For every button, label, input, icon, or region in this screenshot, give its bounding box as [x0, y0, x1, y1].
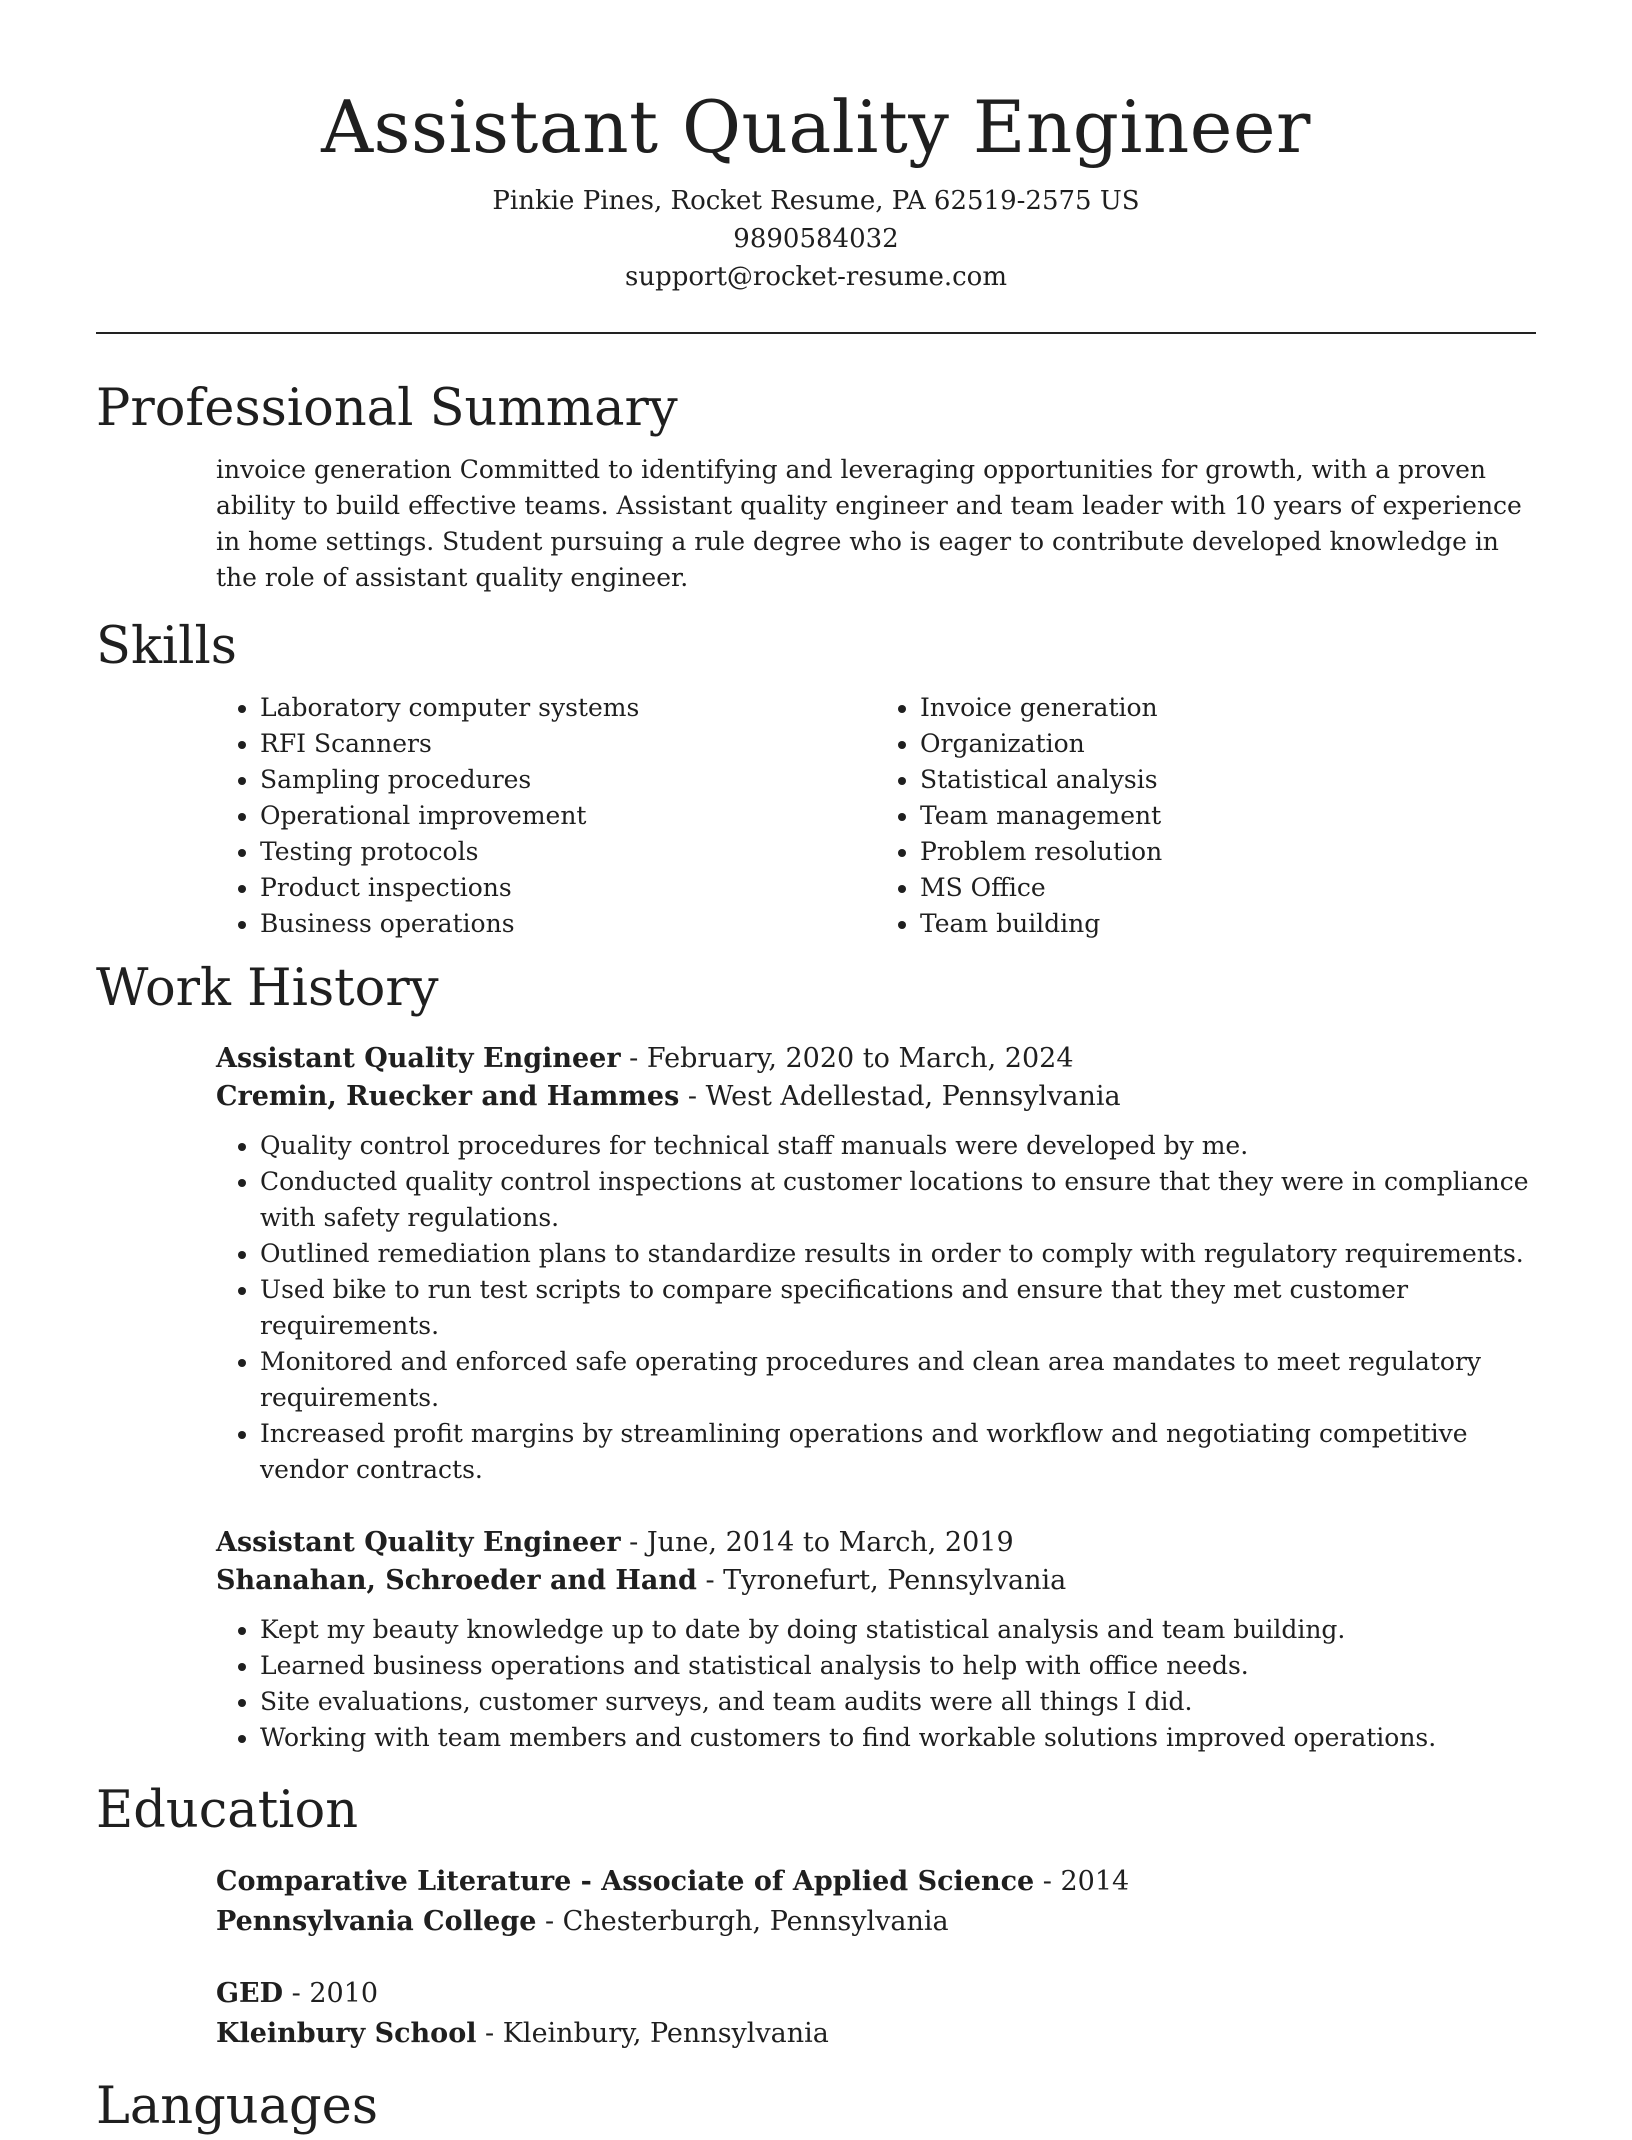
- skill-item: • Team building: [920, 906, 1536, 942]
- resume-page: [96, 0, 1536, 2140]
- education-degree: GED: [216, 1978, 284, 2009]
- duty-item: • Site evaluations, customer surveys, and team audits were all things I did.: [260, 1684, 1536, 1720]
- skill-item: • Problem resolution: [920, 834, 1536, 870]
- skills-column-right: [876, 690, 1536, 942]
- duty-item: • Conducted quality control inspections at customer locations to ensure that they were in compliance with safety regulations.: [260, 1164, 1536, 1236]
- duty-item: • Quality control procedures for technical staff manuals were developed by me.: [260, 1128, 1536, 1164]
- skill-item: • Laboratory computer systems: [260, 690, 876, 726]
- education-degree-line: [216, 1974, 1536, 2014]
- education-entry: [216, 1974, 1536, 2054]
- education-school-line: [216, 2014, 1536, 2054]
- skill-item: • Statistical analysis: [920, 762, 1536, 798]
- job-dates: - June, 2014 to March, 2019: [620, 1527, 1014, 1558]
- education-degree: Comparative Literature - Associate of Applied Science: [216, 1866, 1035, 1897]
- job-position: Assistant Quality Engineer: [216, 1527, 621, 1558]
- resume-header: [96, 0, 1536, 296]
- education-school: Pennsylvania College: [216, 1906, 537, 1937]
- skill-item: • Organization: [920, 726, 1536, 762]
- education-degree-line: [216, 1862, 1536, 1902]
- skill-item: • RFI Scanners: [260, 726, 876, 762]
- skill-item: • Operational improvement: [260, 798, 876, 834]
- skill-item: • Testing protocols: [260, 834, 876, 870]
- job-duties: [216, 1612, 1536, 1756]
- job-company: Shanahan, Schroeder and Hand: [216, 1565, 697, 1596]
- education-year: - 2010: [283, 1978, 379, 2009]
- job-heading: [216, 1524, 1536, 1562]
- duty-item: • Kept my beauty knowledge up to date by doing statistical analysis and team building.: [260, 1612, 1536, 1648]
- job-location: - Tyronefurt, Pennsylvania: [696, 1565, 1067, 1596]
- contact-block: [96, 182, 1536, 296]
- section-title-work-history: Work History: [96, 959, 439, 1018]
- skill-item: • MS Office: [920, 870, 1536, 906]
- section-title-summary: Professional Summary: [96, 379, 678, 438]
- job-company: Cremin, Ruecker and Hammes: [216, 1081, 680, 1112]
- job-heading: [216, 1040, 1536, 1078]
- section-title-languages: Languages: [96, 2077, 379, 2136]
- education-school-line: [216, 1902, 1536, 1942]
- education-year: - 2014: [1034, 1866, 1130, 1897]
- header-divider: [96, 332, 1536, 334]
- job-employer: [216, 1078, 1536, 1116]
- job-dates: - February, 2020 to March, 2024: [620, 1043, 1074, 1074]
- skill-item: • Business operations: [260, 906, 876, 942]
- contact-address: Pinkie Pines, Rocket Resume, PA 62519-2575 US: [492, 186, 1140, 216]
- education-location: - Kleinbury, Pennsylvania: [476, 2018, 829, 2049]
- skills-column-left: [216, 690, 876, 942]
- contact-email: support@rocket-resume.com: [624, 262, 1007, 292]
- skill-item: • Sampling procedures: [260, 762, 876, 798]
- education-school: Kleinbury School: [216, 2018, 477, 2049]
- duty-item: • Increased profit margins by streamlining operations and workflow and negotiating competitive vendor contracts.: [260, 1416, 1536, 1488]
- skill-item: • Team management: [920, 798, 1536, 834]
- section-title-education: Education: [96, 1781, 359, 1840]
- job-position: Assistant Quality Engineer: [216, 1043, 621, 1074]
- job-employer: [216, 1562, 1536, 1600]
- skills-list: [216, 690, 1536, 942]
- duty-item: • Working with team members and customers to find workable solutions improved operations.: [260, 1720, 1536, 1756]
- education-entry: [216, 1862, 1536, 1942]
- contact-phone: 9890584032: [733, 224, 899, 254]
- duty-item: • Learned business operations and statistical analysis to help with office needs.: [260, 1648, 1536, 1684]
- job-duties: [216, 1128, 1536, 1488]
- job-entry: [216, 1040, 1536, 1116]
- skill-item: • Product inspections: [260, 870, 876, 906]
- skill-item: • Invoice generation: [920, 690, 1536, 726]
- duty-item: • Used bike to run test scripts to compare specifications and ensure that they met customer requirements.: [260, 1272, 1536, 1344]
- section-title-skills: Skills: [96, 617, 237, 676]
- summary-text: invoice generation Committed to identifying and leveraging opportunities for growth, with a proven ability to build effective teams. Assistant quality engineer and team leader with 10 years of experience in home settings. Student pursuing a rule degree who is eager to contribute developed knowledge in the role of assistant quality engineer.: [216, 455, 1522, 592]
- education-location: - Chesterburgh, Pennsylvania: [536, 1906, 949, 1937]
- job-entry: [216, 1524, 1536, 1600]
- duty-item: • Outlined remediation plans to standardize results in order to comply with regulatory requirements.: [260, 1236, 1536, 1272]
- job-location: - West Adellestad, Pennsylvania: [679, 1081, 1121, 1112]
- duty-item: • Monitored and enforced safe operating procedures and clean area mandates to meet regulatory requirements.: [260, 1344, 1536, 1416]
- resume-name: Assistant Quality Engineer: [321, 85, 1311, 169]
